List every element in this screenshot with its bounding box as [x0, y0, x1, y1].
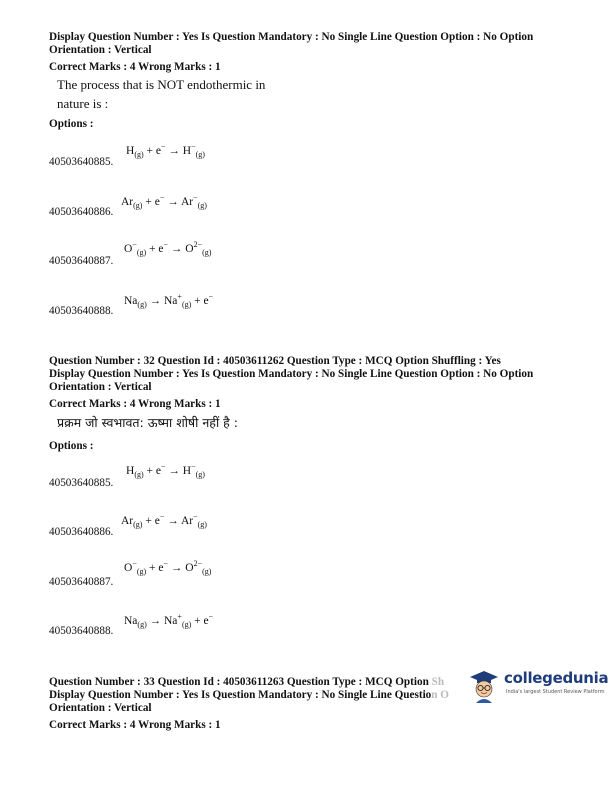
q33-meta-line1: Display Question Number : Yes Is Question Mandatory : No Single Line Question O — [49, 689, 450, 701]
q31-option-2-id: 40503640886. — [49, 206, 114, 218]
q32-marks: Correct Marks : 4 Wrong Marks : 1 — [49, 398, 221, 410]
q31-options-label: Options : — [49, 118, 94, 130]
q31-option-4-formula: $Na_{(g)} \to Na^+_{(g)} + e^-$ — [124, 292, 214, 310]
q32-option-2-id: 40503640886. — [49, 526, 114, 538]
q32-meta-line2: Orientation : Vertical — [49, 381, 152, 393]
q32-question-text: प्रक्रम जो स्वभावत: ऊष्मा शोषी नहीं है : — [57, 415, 238, 430]
q32-option-3-formula: $O^-_{(g)} + e^- \to O^{2-}_{(g)}$ — [124, 559, 212, 577]
q31-marks: Correct Marks : 4 Wrong Marks : 1 — [49, 61, 221, 73]
q32-header: Question Number : 32 Question Id : 40503611262 Question Type : MCQ Option Shuffling : Yes — [49, 355, 501, 367]
q33-header: Question Number : 33 Question Id : 40503611263 Question Type : MCQ Option Sh — [49, 676, 445, 688]
q31-option-3-id: 40503640887. — [49, 255, 114, 267]
collegedunia-brand: collegedunia — [504, 669, 609, 687]
q31-option-2-formula: $Ar_{(g)} + e^- \to Ar^-_{(g)}$ — [121, 193, 207, 211]
graduate-mascot-icon — [469, 669, 499, 703]
collegedunia-watermark — [466, 667, 612, 707]
q31-question-line1: The process that is NOT endothermic in — [57, 77, 266, 92]
q31-option-4-id: 40503640888. — [49, 305, 114, 317]
q32-option-4-formula: $Na_{(g)} \to Na^+_{(g)} + e^-$ — [124, 612, 214, 630]
q31-meta-line2: Orientation : Vertical — [49, 44, 152, 56]
q32-option-1-id: 40503640885. — [49, 477, 114, 489]
q32-option-3-id: 40503640887. — [49, 576, 114, 588]
q32-option-4-id: 40503640888. — [49, 625, 114, 637]
q31-meta-line1: Display Question Number : Yes Is Question Mandatory : No Single Line Question Option : No Option — [49, 31, 534, 43]
q31-question-line2: nature is : — [57, 96, 109, 111]
q31-option-1-id: 40503640885. — [49, 156, 114, 168]
q32-meta-line1: Display Question Number : Yes Is Question Mandatory : No Single Line Question Option : No Option — [49, 368, 534, 380]
q31-option-3-formula: $O^-_{(g)} + e^- \to O^{2-}_{(g)}$ — [124, 240, 212, 258]
q33-marks: Correct Marks : 4 Wrong Marks : 1 — [49, 719, 221, 731]
q33-meta-line2: Orientation : Vertical — [49, 702, 152, 714]
q32-option-1-formula: $H_{(g)} + e^- \to H^-_{(g)}$ — [126, 462, 205, 480]
q32-option-2-formula: $Ar_{(g)} + e^- \to Ar^-_{(g)}$ — [121, 512, 207, 530]
q32-options-label: Options : — [49, 440, 94, 452]
q31-option-1-formula: $H_{(g)} + e^- \to H^-_{(g)}$ — [126, 142, 205, 160]
collegedunia-tagline: India's largest Student Review Platform — [506, 689, 605, 695]
